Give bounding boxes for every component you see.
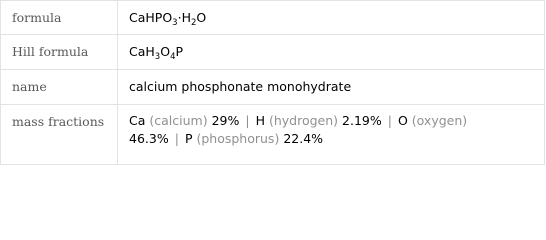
mass-fraction-percent: 2.19% xyxy=(342,113,382,128)
formula-label: formula xyxy=(1,1,118,35)
mass-fraction-symbol: P xyxy=(184,131,193,146)
name-label: name xyxy=(1,70,118,105)
mass-fraction-element: (phosphorus) xyxy=(196,131,280,146)
name-row xyxy=(1,70,545,105)
mass-fraction-element: (oxygen) xyxy=(411,113,468,128)
formula-part: CaHPO xyxy=(129,9,173,25)
mass-fractions-label: mass fractions xyxy=(1,105,118,165)
mass-fraction-element: (calcium) xyxy=(149,113,208,128)
hill-formula-part: O xyxy=(160,44,171,59)
name-value: calcium phosphonate monohydrate xyxy=(118,70,545,105)
mass-fraction-symbol: Ca xyxy=(129,113,146,128)
hill-formula-label: Hill formula xyxy=(1,35,118,70)
formula-part: O xyxy=(196,9,207,25)
mass-fraction-element: (hydrogen) xyxy=(268,113,339,128)
mass-fraction-separator: | xyxy=(174,131,179,146)
mass-fraction-symbol: H xyxy=(255,113,265,128)
hill-formula-part: CaH xyxy=(129,44,155,59)
formula-value xyxy=(118,1,545,35)
hill-formula-value xyxy=(118,35,545,70)
mass-fraction-percent: 46.3% xyxy=(129,131,169,146)
mass-fraction-symbol: O xyxy=(397,113,408,128)
hill-formula-row xyxy=(1,35,545,70)
hill-formula-part: P xyxy=(175,44,184,59)
mass-fraction-percent: 22.4% xyxy=(283,131,324,146)
mass-fraction-percent: 29% xyxy=(211,113,240,128)
formula-subscript: 2 xyxy=(190,17,197,28)
mass-fractions-value xyxy=(118,105,545,165)
formula-row xyxy=(1,1,545,35)
hill-formula-subscript: 3 xyxy=(154,52,161,62)
mass-fraction-separator: | xyxy=(387,113,392,128)
hill-formula-subscript: 4 xyxy=(170,52,176,62)
formula-subscript: 3 xyxy=(172,17,178,28)
mass-fraction-separator: | xyxy=(245,113,250,128)
formula-part: ·H xyxy=(177,9,191,25)
mass-fractions-row xyxy=(1,105,545,165)
